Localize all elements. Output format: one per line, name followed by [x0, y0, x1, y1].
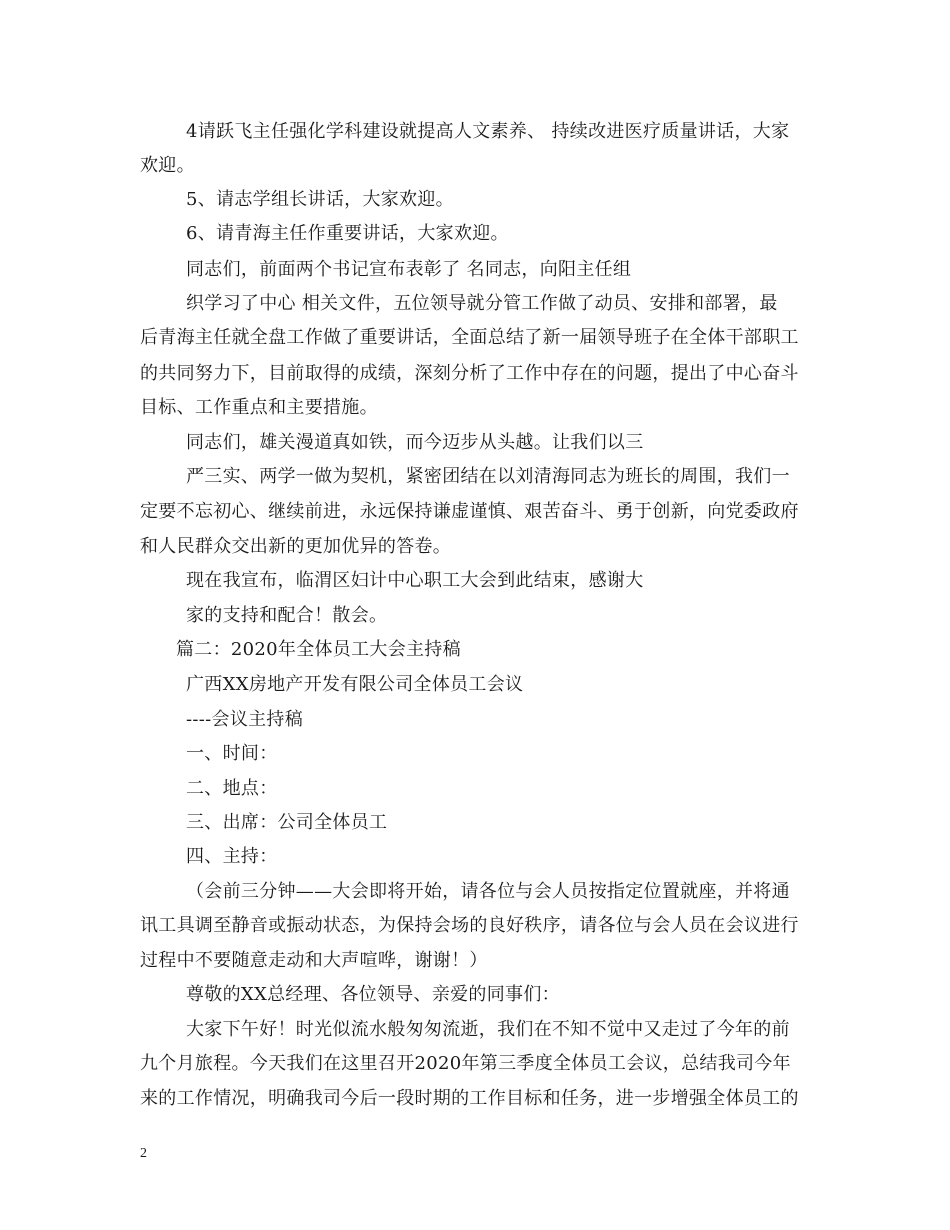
agenda-host: 四、主持：: [186, 846, 278, 867]
agenda-attendees: 三、出席：公司全体员工: [186, 812, 388, 833]
text-line: 5、请志学组长讲话，大家欢迎。: [186, 189, 454, 210]
text-line: 讯工具调至静音或振动状态，为保持会场的良好秩序，请各位与会人员在会议进行: [140, 915, 799, 936]
agenda-time: 一、时间：: [186, 743, 278, 764]
text-line: 和人民群众交出新的更加优异的答卷。: [140, 536, 452, 557]
text-line: 大家下午好！时光似流水般匆匆流逝，我们在不知不觉中又走过了今年的前: [186, 1019, 790, 1040]
text-line: 同志们，雄关漫道真如铁，而今迈步从头越。让我们以三: [186, 432, 644, 453]
text-line: 欢迎。: [140, 155, 195, 176]
agenda-location: 二、地点：: [186, 778, 278, 799]
text-line: 6、请青海主任作重要讲话，大家欢迎。: [186, 223, 509, 244]
text-line: 织学习了中心 相关文件，五位领导就分管工作做了动员、安排和部署，最: [186, 293, 778, 314]
text-line: 4请跃飞主任强化学科建设就提高人文素养、 持续改进医疗质量讲话，大家: [186, 121, 790, 142]
document-subtitle: ----会议主持稿: [186, 709, 304, 730]
text-line: 家的支持和配合！散会。: [186, 605, 388, 626]
text-line: 过程中不要随意走动和大声喧哗，谢谢！）: [140, 950, 488, 971]
text-line: 的共同努力下，目前取得的成绩，深刻分析了工作中存在的问题，提出了中心奋斗: [140, 363, 799, 384]
text-line: 后青海主任就全盘工作做了重要讲话，全面总结了新一届领导班子在全体干部职工: [140, 327, 799, 348]
text-line: 目标、工作重点和主要措施。: [140, 397, 378, 418]
text-line: 尊敬的XX总经理、各位领导、亲爱的同事们：: [186, 984, 560, 1005]
text-line: 九个月旅程。今天我们在这里召开2020年第三季度全体员工会议，总结我司今年: [140, 1053, 791, 1074]
text-line: 严三实、两学一做为契机，紧密团结在以刘清海同志为班长的周围，我们一: [186, 466, 790, 487]
text-line: （会前三分钟——大会即将开始，请各位与会人员按指定位置就座，并将通: [186, 881, 790, 902]
text-line: 同志们，前面两个书记宣布表彰了 名同志，向阳主任组: [186, 259, 632, 280]
text-line: 定要不忘初心、继续前进，永远保持谦虚谨慎、艰苦奋斗、勇于创新，向党委政府: [140, 501, 799, 522]
text-line: 现在我宣布，临渭区妇计中心职工大会到此结束，感谢大: [186, 570, 644, 591]
company-meeting-title: 广西XX房地产开发有限公司全体员工会议: [186, 674, 524, 695]
text-line: 来的工作情况，明确我司今后一段时期的工作目标和任务，进一步增强全体员工的: [140, 1088, 799, 1109]
page-number: 2: [140, 1146, 147, 1161]
section-heading: 篇二：2020年全体员工大会主持稿: [176, 639, 461, 660]
